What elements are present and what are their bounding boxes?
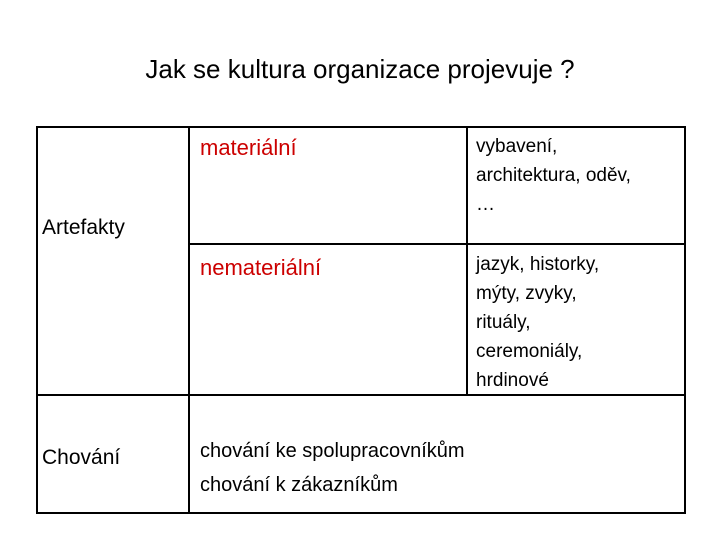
nematerialni-detail-line: rituály, xyxy=(476,312,531,333)
table-divider-artefakty-row xyxy=(188,243,686,245)
nematerialni-detail-line: jazyk, historky, xyxy=(476,254,600,275)
materialni-detail-line: vybavení, xyxy=(476,136,558,157)
chovani-detail-line: chování ke spolupracovníkům xyxy=(200,440,465,462)
materialni-detail-line: … xyxy=(476,194,495,215)
table-divider-left-column xyxy=(188,126,190,514)
chovani-detail-line: chování k zákazníkům xyxy=(200,474,398,496)
nematerialni-detail-line: ceremoniály, xyxy=(476,341,583,362)
subcategory-nematerialni: nemateriální xyxy=(200,255,322,280)
slide-title: Jak se kultura organizace projevuje ? xyxy=(145,54,575,84)
nematerialni-detail-line: mýty, zvyky, xyxy=(476,283,577,304)
materialni-details xyxy=(476,132,676,219)
row-label-artefakty: Artefakty xyxy=(42,216,125,239)
nematerialni-details xyxy=(476,250,676,395)
nematerialni-detail-line: hrdinové xyxy=(476,370,549,391)
materialni-detail-line: architektura, oděv, xyxy=(476,165,631,186)
table-divider-top-right xyxy=(466,126,468,394)
row-label-chovani: Chování xyxy=(42,446,121,469)
chovani-details xyxy=(200,434,465,502)
subcategory-materialni: materiální xyxy=(200,135,297,160)
